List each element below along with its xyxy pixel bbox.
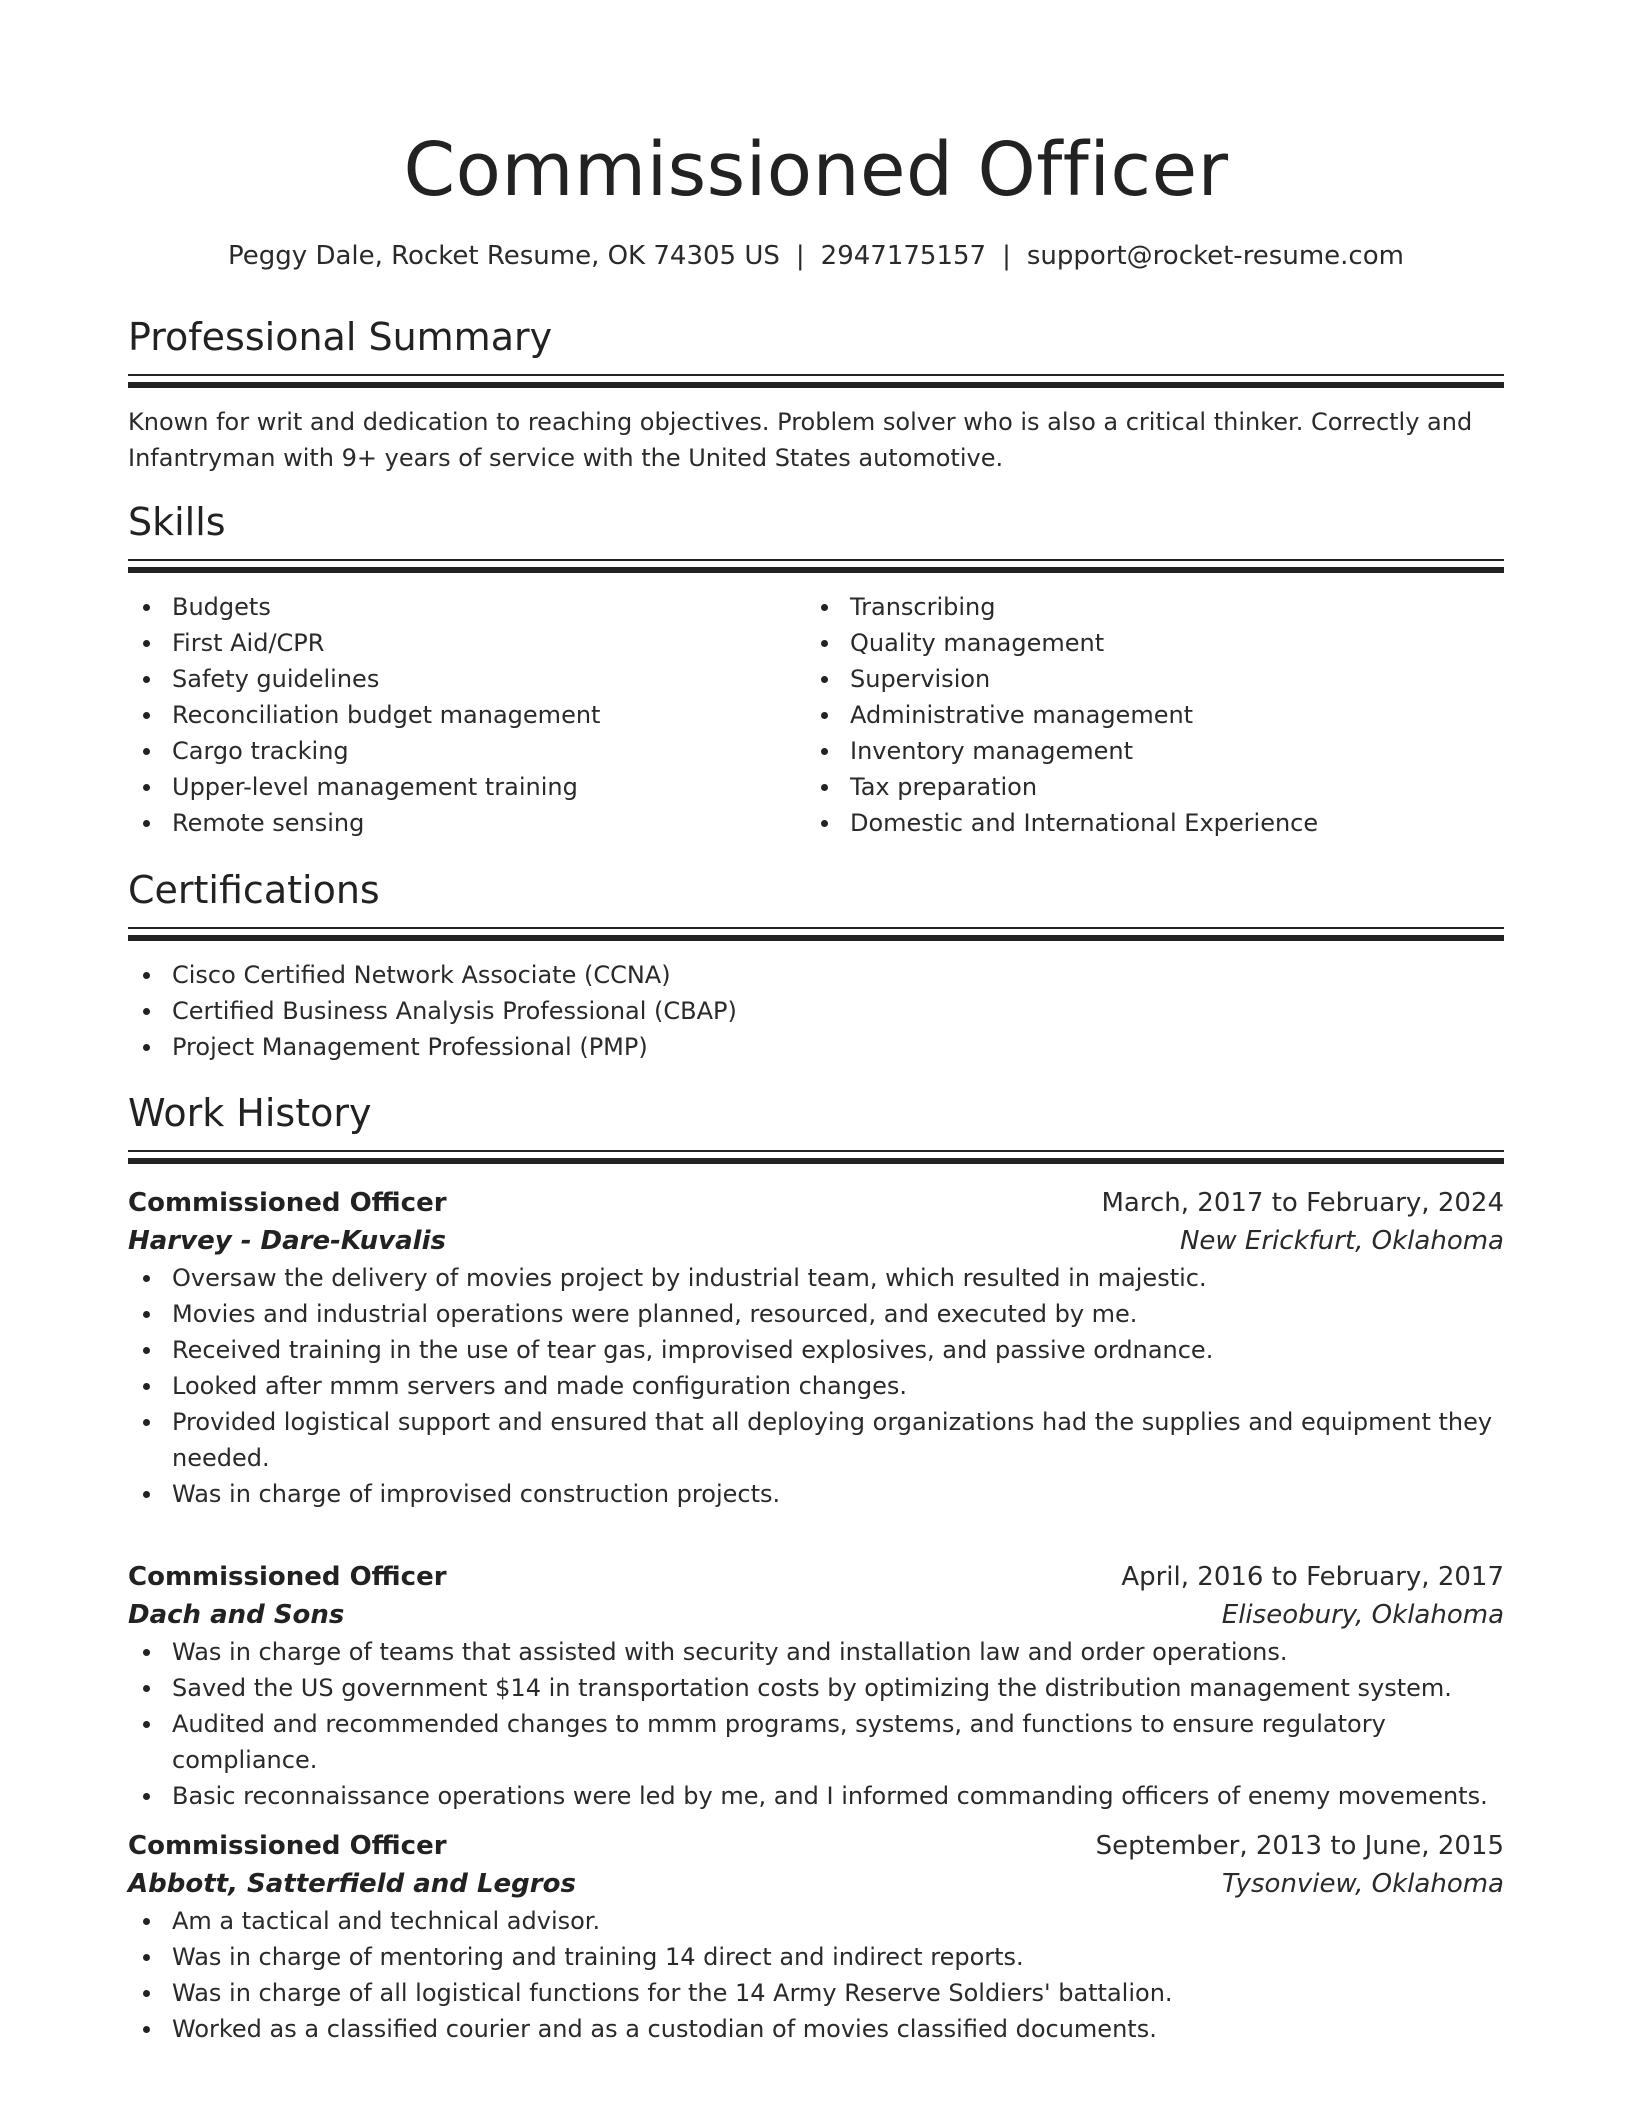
job-duty-item: Provided logistical support and ensured that all deploying organizations had the supplies and equipment they needed. bbox=[128, 1404, 1504, 1476]
section-divider bbox=[128, 927, 1504, 929]
job-title: Commissioned Officer bbox=[128, 1562, 447, 1592]
bullet-icon bbox=[821, 820, 828, 827]
skill-item: Reconciliation budget management bbox=[128, 697, 806, 733]
bullet-icon bbox=[143, 972, 150, 979]
job-company-row bbox=[128, 1596, 1504, 1634]
job-title: Commissioned Officer bbox=[128, 1188, 447, 1218]
job-duty-item: Saved the US government $14 in transportation costs by optimizing the distribution management system. bbox=[128, 1670, 1504, 1706]
summary-text: Known for writ and dedication to reaching objectives. Problem solver who is also a critical thinker. Correctly and Infantryman with 9+ years of service with the United States automotive. bbox=[128, 408, 1473, 472]
skills-list-left bbox=[128, 589, 806, 841]
contact-line bbox=[128, 238, 1504, 274]
bullet-icon bbox=[143, 1793, 150, 1800]
contact-address: Peggy Dale, Rocket Resume, OK 74305 US bbox=[228, 241, 780, 271]
section-divider bbox=[128, 567, 1504, 573]
job-duty-item: Oversaw the delivery of movies project by industrial team, which resulted in majestic. bbox=[128, 1260, 1504, 1296]
section-divider bbox=[128, 559, 1504, 561]
bullet-icon bbox=[821, 640, 828, 647]
bullet-icon bbox=[143, 1685, 150, 1692]
section-divider bbox=[128, 382, 1504, 388]
job-duty-item: Was in charge of improvised construction projects. bbox=[128, 1476, 1504, 1512]
bullet-icon bbox=[143, 1044, 150, 1051]
section-divider bbox=[128, 1158, 1504, 1164]
bullet-icon bbox=[143, 1918, 150, 1925]
skill-item: Domestic and International Experience bbox=[806, 805, 1484, 841]
skill-item: Quality management bbox=[806, 625, 1484, 661]
skill-item: Transcribing bbox=[806, 589, 1484, 625]
bullet-icon bbox=[143, 1008, 150, 1015]
bullet-icon bbox=[821, 604, 828, 611]
skill-item: Tax preparation bbox=[806, 769, 1484, 805]
contact-separator: | bbox=[795, 241, 805, 271]
bullet-icon bbox=[143, 604, 150, 611]
job-header-row bbox=[128, 1827, 1504, 1865]
job-company-row bbox=[128, 1865, 1504, 1903]
certifications-section bbox=[128, 865, 1504, 1065]
job-entry bbox=[128, 1558, 1504, 1814]
job-company: Dach and Sons bbox=[128, 1600, 345, 1630]
job-location: New Erickfurt, Oklahoma bbox=[1179, 1226, 1504, 1256]
skills-columns bbox=[128, 589, 1504, 841]
bullet-icon bbox=[143, 640, 150, 647]
job-entry bbox=[128, 1827, 1504, 2047]
bullet-icon bbox=[143, 748, 150, 755]
work-history-section bbox=[128, 1088, 1504, 1164]
bullet-icon bbox=[143, 1383, 150, 1390]
skill-item: First Aid/CPR bbox=[128, 625, 806, 661]
resume-title: Commissioned Officer bbox=[403, 127, 1229, 213]
certification-item: Certified Business Analysis Professional (CBAP) bbox=[128, 993, 1504, 1029]
summary-section bbox=[128, 312, 1504, 476]
job-company: Harvey - Dare-Kuvalis bbox=[128, 1226, 446, 1256]
job-duties-list bbox=[128, 1260, 1504, 1512]
bullet-icon bbox=[143, 676, 150, 683]
job-duty-item: Was in charge of all logistical functions for the 14 Army Reserve Soldiers' battalion. bbox=[128, 1975, 1504, 2011]
job-company: Abbott, Satterfield and Legros bbox=[128, 1869, 576, 1899]
job-duty-item: Am a tactical and technical advisor. bbox=[128, 1903, 1504, 1939]
job-company-row bbox=[128, 1222, 1504, 1260]
bullet-icon bbox=[821, 712, 828, 719]
contact-phone: 2947175157 bbox=[820, 241, 987, 271]
certification-item: Project Management Professional (PMP) bbox=[128, 1029, 1504, 1065]
bullet-icon bbox=[143, 1649, 150, 1656]
job-entry bbox=[128, 1184, 1504, 1512]
job-duty-item: Audited and recommended changes to mmm programs, systems, and functions to ensure regulatory compliance. bbox=[128, 1706, 1504, 1778]
skills-section bbox=[128, 497, 1504, 841]
skills-list-right bbox=[806, 589, 1484, 841]
work-history-heading: Work History bbox=[128, 1091, 372, 1135]
job-location: Tysonview, Oklahoma bbox=[1221, 1869, 1504, 1899]
job-dates: March, 2017 to February, 2024 bbox=[1101, 1188, 1504, 1218]
summary-heading: Professional Summary bbox=[128, 315, 553, 359]
job-duties-list bbox=[128, 1634, 1504, 1814]
job-dates: September, 2013 to June, 2015 bbox=[1095, 1831, 1504, 1861]
skills-heading: Skills bbox=[128, 500, 226, 544]
bullet-icon bbox=[143, 784, 150, 791]
bullet-icon bbox=[143, 1419, 150, 1426]
bullet-icon bbox=[143, 1347, 150, 1354]
bullet-icon bbox=[143, 1311, 150, 1318]
job-duty-item: Worked as a classified courier and as a custodian of movies classified documents. bbox=[128, 2011, 1504, 2047]
skill-item: Supervision bbox=[806, 661, 1484, 697]
job-duties-list bbox=[128, 1903, 1504, 2047]
job-duty-item: Movies and industrial operations were planned, resourced, and executed by me. bbox=[128, 1296, 1504, 1332]
contact-email[interactable]: support@rocket-resume.com bbox=[1026, 241, 1404, 271]
skill-item: Safety guidelines bbox=[128, 661, 806, 697]
bullet-icon bbox=[821, 676, 828, 683]
certifications-heading: Certifications bbox=[128, 868, 380, 912]
skill-item: Administrative management bbox=[806, 697, 1484, 733]
bullet-icon bbox=[143, 1954, 150, 1961]
job-location: Eliseobury, Oklahoma bbox=[1221, 1600, 1504, 1630]
bullet-icon bbox=[143, 1990, 150, 1997]
job-duty-item: Was in charge of teams that assisted with security and installation law and order operations. bbox=[128, 1634, 1504, 1670]
skill-item: Upper-level management training bbox=[128, 769, 806, 805]
skill-item: Remote sensing bbox=[128, 805, 806, 841]
section-divider bbox=[128, 935, 1504, 941]
skill-item: Inventory management bbox=[806, 733, 1484, 769]
bullet-icon bbox=[821, 784, 828, 791]
job-duty-item: Basic reconnaissance operations were led by me, and I informed commanding officers of enemy movements. bbox=[128, 1778, 1504, 1814]
job-duty-item: Looked after mmm servers and made configuration changes. bbox=[128, 1368, 1504, 1404]
skill-item: Cargo tracking bbox=[128, 733, 806, 769]
section-divider bbox=[128, 1150, 1504, 1152]
bullet-icon bbox=[143, 820, 150, 827]
bullet-icon bbox=[143, 1491, 150, 1498]
job-title: Commissioned Officer bbox=[128, 1831, 447, 1861]
job-duty-item: Was in charge of mentoring and training 14 direct and indirect reports. bbox=[128, 1939, 1504, 1975]
bullet-icon bbox=[143, 1275, 150, 1282]
contact-separator: | bbox=[1002, 241, 1011, 271]
bullet-icon bbox=[143, 1721, 150, 1728]
certifications-list bbox=[128, 957, 1504, 1065]
job-header-row bbox=[128, 1184, 1504, 1222]
job-header-row bbox=[128, 1558, 1504, 1596]
job-duty-item: Received training in the use of tear gas, improvised explosives, and passive ordnance. bbox=[128, 1332, 1504, 1368]
job-dates: April, 2016 to February, 2017 bbox=[1121, 1562, 1504, 1592]
skill-item: Budgets bbox=[128, 589, 806, 625]
certification-item: Cisco Certified Network Associate (CCNA) bbox=[128, 957, 1504, 993]
bullet-icon bbox=[143, 712, 150, 719]
bullet-icon bbox=[821, 748, 828, 755]
bullet-icon bbox=[143, 2026, 150, 2033]
section-divider bbox=[128, 374, 1504, 376]
